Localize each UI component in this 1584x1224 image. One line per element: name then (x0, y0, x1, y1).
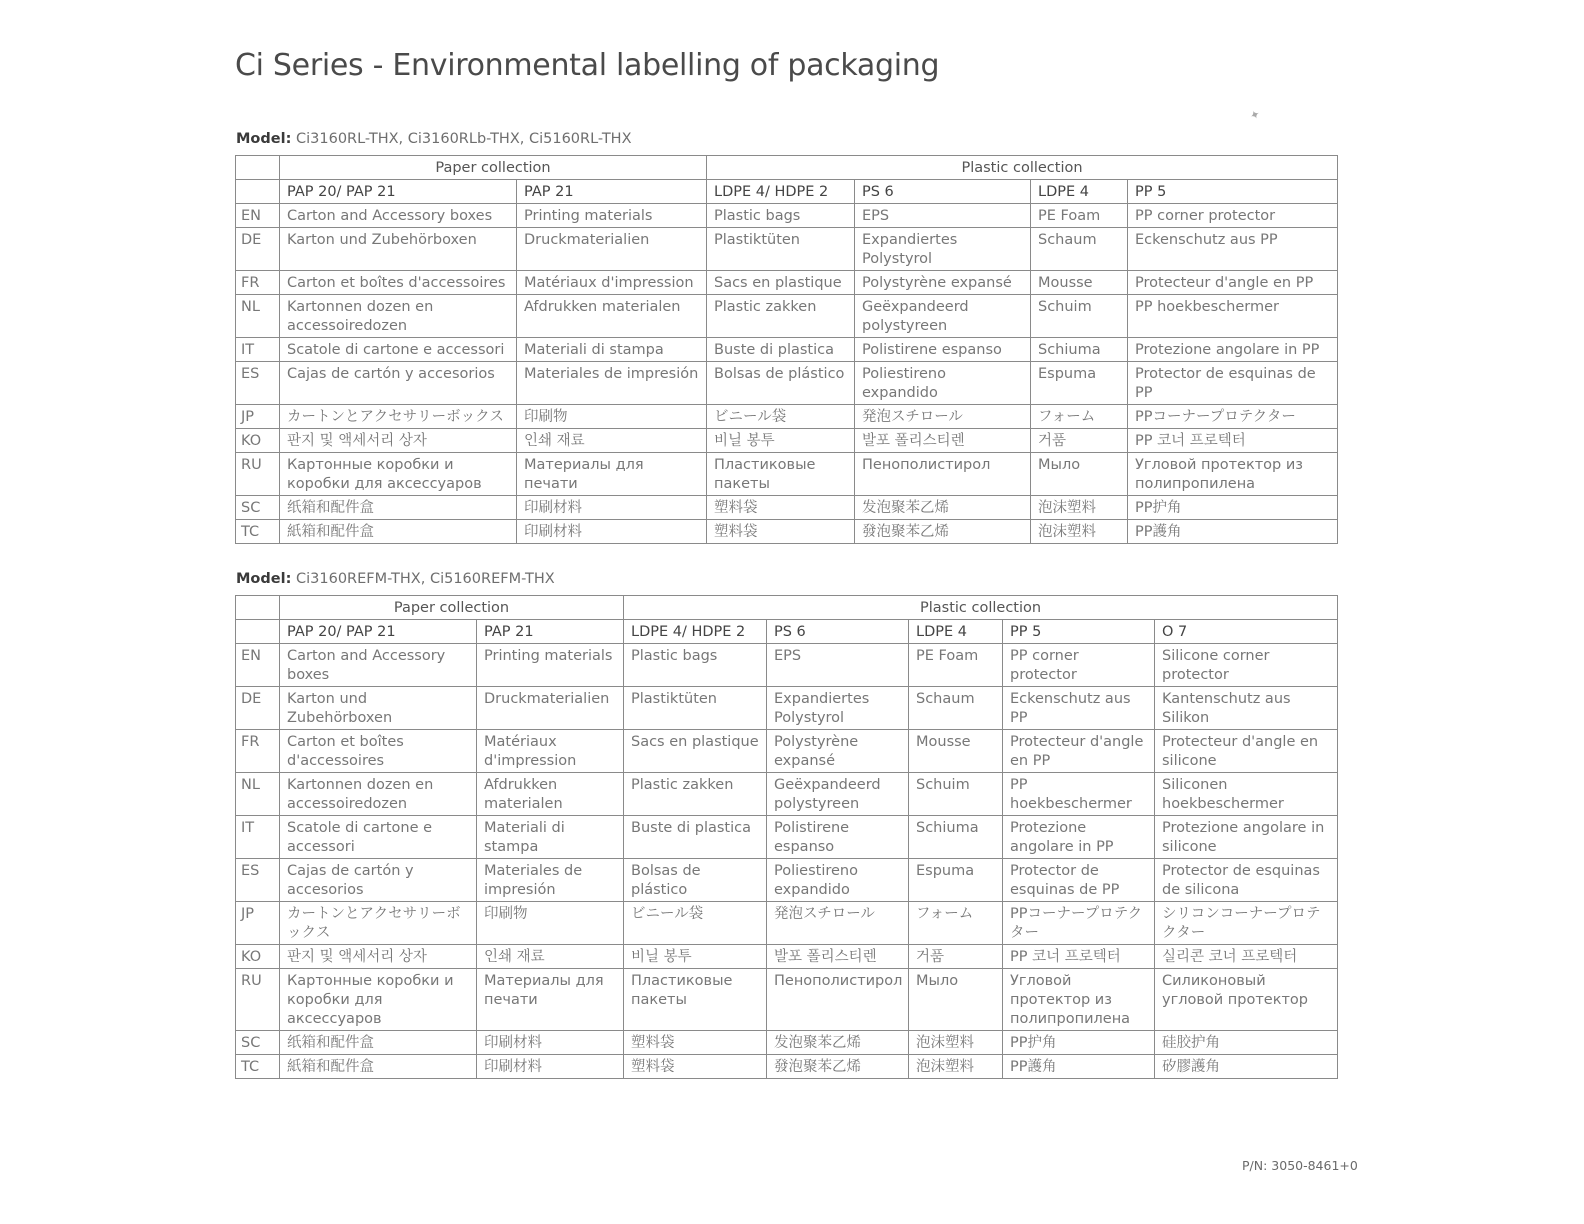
table-cell: Schiuma (1031, 338, 1128, 362)
column-header: LDPE 4/ HDPE 2 (707, 180, 855, 204)
table-cell: PP 코너 프로텍터 (1003, 945, 1155, 969)
table-cell: 발포 폴리스티렌 (855, 429, 1031, 453)
table-cell: 印刷材料 (517, 496, 707, 520)
table-cell: シリコンコーナープロテクター (1155, 902, 1338, 945)
column-header: PS 6 (767, 620, 909, 644)
table-cell: Carton and Accessory boxes (280, 644, 477, 687)
language-code: IT (236, 816, 280, 859)
table-cell: PP護角 (1003, 1055, 1155, 1079)
table-cell: PE Foam (1031, 204, 1128, 228)
table-cell: Eckenschutz aus PP (1003, 687, 1155, 730)
language-code: RU (236, 453, 280, 496)
table-cell: Schaum (909, 687, 1003, 730)
table-cell: Carton and Accessory boxes (280, 204, 517, 228)
table-row (236, 644, 1338, 687)
model-label: Model: (236, 571, 292, 587)
group-plastic-collection: Plastic collection (707, 156, 1338, 180)
corner-cell (236, 596, 280, 620)
table-cell: Пластиковые пакеты (707, 453, 855, 496)
language-code: EN (236, 644, 280, 687)
table-cell: 印刷材料 (477, 1055, 624, 1079)
table-cell: Protezione angolare in PP (1128, 338, 1338, 362)
table-cell: Espuma (1031, 362, 1128, 405)
table-row (236, 362, 1338, 405)
table-cell: Plastic zakken (624, 773, 767, 816)
column-header: LDPE 4/ HDPE 2 (624, 620, 767, 644)
model-value: Ci3160RL-THX, Ci3160RLb-THX, Ci5160RL-THX (295, 131, 632, 147)
table-cell: フォーム (909, 902, 1003, 945)
table-cell: Karton und Zubehörboxen (280, 687, 477, 730)
table-cell: EPS (767, 644, 909, 687)
table-cell: 印刷材料 (517, 520, 707, 544)
table-cell: PP corner protector (1128, 204, 1338, 228)
table-cell: 泡沫塑料 (1031, 520, 1128, 544)
group-paper-collection: Paper collection (280, 156, 707, 180)
language-code: DE (236, 228, 280, 271)
table-cell: 发泡聚苯乙烯 (767, 1031, 909, 1055)
table-cell: 인쇄 재료 (477, 945, 624, 969)
table-cell: Bolsas de plástico (707, 362, 855, 405)
table-cell: PP corner protector (1003, 644, 1155, 687)
table-cell: Poliestireno expandido (855, 362, 1031, 405)
table-cell: Protezione angolare in silicone (1155, 816, 1338, 859)
model-label: Model: (236, 131, 292, 147)
table-cell: Bolsas de plástico (624, 859, 767, 902)
table-cell: PP护角 (1003, 1031, 1155, 1055)
table-cell: Sacs en plastique (707, 271, 855, 295)
table-cell: Materiales de impresión (477, 859, 624, 902)
table-cell: Polystyrène expansé (767, 730, 909, 773)
table-cell: Protecteur d'angle en silicone (1155, 730, 1338, 773)
table-cell: Protector de esquinas de PP (1128, 362, 1338, 405)
table-cell: Mousse (1031, 271, 1128, 295)
table-cell: Buste di plastica (624, 816, 767, 859)
table-cell: 비닐 봉투 (707, 429, 855, 453)
table-cell: 발포 폴리스티렌 (767, 945, 909, 969)
table-cell: Matériaux d'impression (477, 730, 624, 773)
table-cell: EPS (855, 204, 1031, 228)
table-row (236, 520, 1338, 544)
table-row (236, 945, 1338, 969)
table-cell: Пенополистирол (855, 453, 1031, 496)
language-code: TC (236, 520, 280, 544)
corner-cell (236, 180, 280, 204)
table-cell: Kartonnen dozen en accessoiredozen (280, 773, 477, 816)
table-cell: Plastiktüten (707, 228, 855, 271)
table-cell: Plastic zakken (707, 295, 855, 338)
table-cell: Carton et boîtes d'accessoires (280, 271, 517, 295)
table-cell: Schiuma (909, 816, 1003, 859)
language-code: DE (236, 687, 280, 730)
group-header-row (236, 596, 1338, 620)
table-row (236, 204, 1338, 228)
table-row (236, 816, 1338, 859)
table-cell: 실리콘 코너 프로텍터 (1155, 945, 1338, 969)
table-cell: Sacs en plastique (624, 730, 767, 773)
table-row (236, 773, 1338, 816)
table-cell: Polystyrène expansé (855, 271, 1031, 295)
language-code: ES (236, 859, 280, 902)
table-cell: ビニール袋 (707, 405, 855, 429)
table-cell: ビニール袋 (624, 902, 767, 945)
language-code: EN (236, 204, 280, 228)
table-cell: Mousse (909, 730, 1003, 773)
table-cell: 거품 (1031, 429, 1128, 453)
table-cell: 塑料袋 (707, 496, 855, 520)
packaging-table-1 (235, 155, 1338, 544)
table-cell: 印刷材料 (477, 1031, 624, 1055)
table-cell: フォーム (1031, 405, 1128, 429)
table-row (236, 453, 1338, 496)
table-cell: PP hoekbeschermer (1003, 773, 1155, 816)
corner-cell (236, 620, 280, 644)
table-cell: 印刷物 (517, 405, 707, 429)
language-code: JP (236, 405, 280, 429)
table-cell: PP護角 (1128, 520, 1338, 544)
table-cell: Cajas de cartón y accesorios (280, 362, 517, 405)
model-line-1 (236, 131, 632, 147)
column-header: PS 6 (855, 180, 1031, 204)
table-cell: 塑料袋 (707, 520, 855, 544)
group-plastic-collection: Plastic collection (624, 596, 1338, 620)
table-cell: 塑料袋 (624, 1031, 767, 1055)
table-cell: Protector de esquinas de PP (1003, 859, 1155, 902)
table-cell: PP护角 (1128, 496, 1338, 520)
column-header: O 7 (1155, 620, 1338, 644)
table-cell: Schuim (1031, 295, 1128, 338)
table-cell: PE Foam (909, 644, 1003, 687)
table-cell: 発泡スチロール (855, 405, 1031, 429)
language-code: KO (236, 945, 280, 969)
table-cell: Protector de esquinas de silicona (1155, 859, 1338, 902)
table-cell: Afdrukken materialen (517, 295, 707, 338)
table-row (236, 1055, 1338, 1079)
table-cell: 纸箱和配件盒 (280, 496, 517, 520)
column-header: PAP 21 (477, 620, 624, 644)
table-cell: Scatole di cartone e accessori (280, 816, 477, 859)
table-cell: カートンとアクセサリーボックス (280, 405, 517, 429)
group-header-row (236, 156, 1338, 180)
corner-cell (236, 156, 280, 180)
table-cell: カートンとアクセサリーボックス (280, 902, 477, 945)
table-cell: Materiali di stampa (477, 816, 624, 859)
group-paper-collection: Paper collection (280, 596, 624, 620)
language-code: SC (236, 496, 280, 520)
column-header: PAP 20/ PAP 21 (280, 180, 517, 204)
table-row (236, 405, 1338, 429)
column-header: PAP 21 (517, 180, 707, 204)
column-header-row (236, 620, 1338, 644)
table-cell: Siliconen hoekbeschermer (1155, 773, 1338, 816)
table-cell: Protecteur d'angle en PP (1128, 271, 1338, 295)
table-cell: Eckenschutz aus PP (1128, 228, 1338, 271)
table-cell: Scatole di cartone e accessori (280, 338, 517, 362)
table-cell: 发泡聚苯乙烯 (855, 496, 1031, 520)
table-cell: Materiales de impresión (517, 362, 707, 405)
table-cell: 泡沫塑料 (909, 1055, 1003, 1079)
table-cell: PP hoekbeschermer (1128, 295, 1338, 338)
table-cell: Protezione angolare in PP (1003, 816, 1155, 859)
table-cell: Printing materials (477, 644, 624, 687)
table-cell: 纸箱和配件盒 (280, 1031, 477, 1055)
table-cell: Karton und Zubehörboxen (280, 228, 517, 271)
language-code: NL (236, 773, 280, 816)
table-cell: 인쇄 재료 (517, 429, 707, 453)
table-cell: Carton et boîtes d'accessoires (280, 730, 477, 773)
table-cell: Plastiktüten (624, 687, 767, 730)
table-cell: Druckmaterialien (517, 228, 707, 271)
column-header-row (236, 180, 1338, 204)
language-code: SC (236, 1031, 280, 1055)
table-row (236, 295, 1338, 338)
packaging-table-2 (235, 595, 1338, 1079)
table-row (236, 969, 1338, 1031)
table-cell: Geëxpandeerd polystyreen (855, 295, 1031, 338)
table-cell: Kantenschutz aus Silikon (1155, 687, 1338, 730)
table-cell: Угловой протектор из полипропилена (1128, 453, 1338, 496)
table-row (236, 859, 1338, 902)
table-cell: Materiali di stampa (517, 338, 707, 362)
table-row (236, 730, 1338, 773)
table-cell: 発泡スチロール (767, 902, 909, 945)
table-cell: Expandiertes Polystyrol (855, 228, 1031, 271)
table-cell: Картонные коробки и коробки для аксессуаров (280, 453, 517, 496)
table-row (236, 338, 1338, 362)
table-cell: Мыло (1031, 453, 1128, 496)
table-cell: Matériaux d'impression (517, 271, 707, 295)
table-cell: 紙箱和配件盒 (280, 1055, 477, 1079)
table-cell: PP 코너 프로텍터 (1128, 429, 1338, 453)
column-header: PP 5 (1003, 620, 1155, 644)
column-header: LDPE 4 (909, 620, 1003, 644)
table-cell: 거품 (909, 945, 1003, 969)
column-header: PP 5 (1128, 180, 1338, 204)
table-cell: Druckmaterialien (477, 687, 624, 730)
table-cell: 泡沫塑料 (909, 1031, 1003, 1055)
language-code: FR (236, 271, 280, 295)
table-cell: 泡沫塑料 (1031, 496, 1128, 520)
table-cell: Geëxpandeerd polystyreen (767, 773, 909, 816)
table-row (236, 228, 1338, 271)
language-code: FR (236, 730, 280, 773)
language-code: JP (236, 902, 280, 945)
table-cell: Plastic bags (707, 204, 855, 228)
language-code: KO (236, 429, 280, 453)
table-cell: Expandiertes Polystyrol (767, 687, 909, 730)
table-cell: Afdrukken materialen (477, 773, 624, 816)
table-cell: 비닐 봉투 (624, 945, 767, 969)
table-cell: 發泡聚苯乙烯 (855, 520, 1031, 544)
table-row (236, 271, 1338, 295)
table-cell: Материалы для печати (517, 453, 707, 496)
table-cell: Kartonnen dozen en accessoiredozen (280, 295, 517, 338)
table-cell: Материалы для печати (477, 969, 624, 1031)
language-code: NL (236, 295, 280, 338)
table-cell: PPコーナープロテクター (1003, 902, 1155, 945)
table-cell: Мыло (909, 969, 1003, 1031)
language-code: IT (236, 338, 280, 362)
part-number: P/N: 3050-8461+0 (1242, 1158, 1358, 1173)
language-code: ES (236, 362, 280, 405)
table-cell: Buste di plastica (707, 338, 855, 362)
table-cell: Espuma (909, 859, 1003, 902)
table-cell: Plastic bags (624, 644, 767, 687)
table-cell: Printing materials (517, 204, 707, 228)
table-cell: Silicone corner protector (1155, 644, 1338, 687)
model-line-2 (236, 571, 555, 587)
table-row (236, 1031, 1338, 1055)
table-cell: 紙箱和配件盒 (280, 520, 517, 544)
table-cell: 矽膠護角 (1155, 1055, 1338, 1079)
table-cell: 發泡聚苯乙烯 (767, 1055, 909, 1079)
table-cell: Polistirene espanso (767, 816, 909, 859)
scan-mark-icon: ✦ (1247, 106, 1263, 124)
table-row (236, 687, 1338, 730)
table-cell: Cajas de cartón y accesorios (280, 859, 477, 902)
table-row (236, 496, 1338, 520)
table-cell: 판지 및 액세서리 상자 (280, 945, 477, 969)
table-cell: Угловой протектор из полипропилена (1003, 969, 1155, 1031)
language-code: RU (236, 969, 280, 1031)
table-cell: Poliestireno expandido (767, 859, 909, 902)
table-row (236, 429, 1338, 453)
table-cell: 塑料袋 (624, 1055, 767, 1079)
language-code: TC (236, 1055, 280, 1079)
model-value: Ci3160REFM-THX, Ci5160REFM-THX (295, 571, 555, 587)
column-header: LDPE 4 (1031, 180, 1128, 204)
page-title: Ci Series - Environmental labelling of packaging (235, 48, 940, 83)
table-cell: 판지 및 액세서리 상자 (280, 429, 517, 453)
table-cell: Пластиковые пакеты (624, 969, 767, 1031)
column-header: PAP 20/ PAP 21 (280, 620, 477, 644)
table-row (236, 902, 1338, 945)
table-cell: PPコーナープロテクター (1128, 405, 1338, 429)
table-cell: Polistirene espanso (855, 338, 1031, 362)
table-cell: Картонные коробки и коробки для аксессуаров (280, 969, 477, 1031)
table-cell: Пенополистирол (767, 969, 909, 1031)
table-cell: 硅胶护角 (1155, 1031, 1338, 1055)
table-cell: Protecteur d'angle en PP (1003, 730, 1155, 773)
table-cell: 印刷物 (477, 902, 624, 945)
table-cell: Schaum (1031, 228, 1128, 271)
table-cell: Schuim (909, 773, 1003, 816)
table-cell: Силиконовый угловой протектор (1155, 969, 1338, 1031)
